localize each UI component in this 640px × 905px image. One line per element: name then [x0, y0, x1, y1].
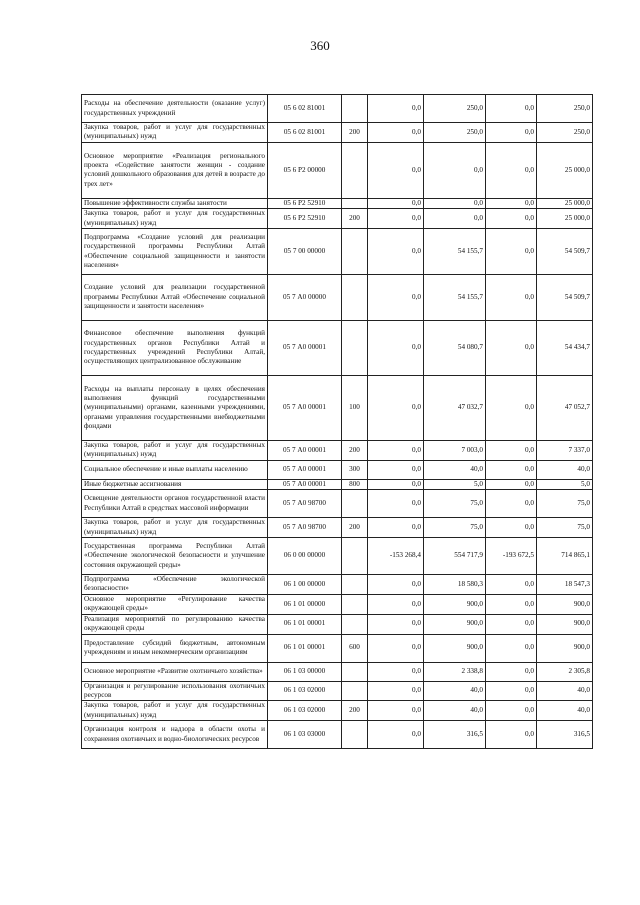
row-expense-type [342, 142, 368, 198]
row-change-2: 0,0 [486, 721, 537, 749]
row-amount-1: 40,0 [424, 701, 486, 721]
row-expense-type [342, 681, 368, 701]
row-name: Основное мероприятие «Регулирование качества окружающей среды» [82, 594, 268, 614]
table-row [82, 634, 593, 662]
row-amount-1: 900,0 [424, 634, 486, 662]
table-row [82, 479, 593, 489]
row-change-2: 0,0 [486, 681, 537, 701]
row-amount-1: 54 155,7 [424, 275, 486, 321]
row-change-1: 0,0 [368, 479, 424, 489]
table-row [82, 460, 593, 479]
row-change-1: 0,0 [368, 460, 424, 479]
row-change-1: 0,0 [368, 209, 424, 229]
row-amount-1: 900,0 [424, 594, 486, 614]
table-row [82, 209, 593, 229]
row-name: Финансовое обеспечение выполнения функций государственных органов Республики Алтай и государственных учреждений Республики Алтай, осуществляющих централизованное обслуживание [82, 321, 268, 376]
row-change-1: 0,0 [368, 198, 424, 208]
row-change-1: 0,0 [368, 662, 424, 681]
row-amount-1: 54 155,7 [424, 229, 486, 275]
row-change-2: 0,0 [486, 321, 537, 376]
row-change-1: 0,0 [368, 376, 424, 441]
table-row [82, 518, 593, 538]
row-expense-type [342, 662, 368, 681]
row-amount-1: 75,0 [424, 490, 486, 518]
row-change-1: 0,0 [368, 95, 424, 123]
row-name: Закупка товаров, работ и услуг для государственных (муниципальных) нужд [82, 441, 268, 461]
row-expense-type [342, 721, 368, 749]
row-name: Создание условий для реализации государственной программы Республики Алтай «Обеспечение социальной защищенности и занятости населения» [82, 275, 268, 321]
row-amount-1: 75,0 [424, 518, 486, 538]
page-number: 360 [310, 38, 330, 53]
row-amount-2: 47 052,7 [537, 376, 593, 441]
row-amount-2: 900,0 [537, 614, 593, 634]
row-amount-2: 54 509,7 [537, 275, 593, 321]
row-expense-type: 800 [342, 479, 368, 489]
row-change-1: 0,0 [368, 721, 424, 749]
row-amount-1: 18 580,3 [424, 575, 486, 595]
row-change-1: 0,0 [368, 229, 424, 275]
row-change-1: 0,0 [368, 575, 424, 595]
row-change-2: 0,0 [486, 275, 537, 321]
row-code: 06 0 00 00000 [268, 538, 342, 575]
row-change-2: 0,0 [486, 479, 537, 489]
row-expense-type [342, 538, 368, 575]
row-amount-1: 47 032,7 [424, 376, 486, 441]
table-row [82, 142, 593, 198]
row-name: Подпрограмма «Создание условий для реализации государственной программы Республики Алтай «Обеспечение социальной защищенности и занятости населения» [82, 229, 268, 275]
row-name: Государственная программа Республики Алтай «Обеспечение экологической безопасности и улучшение состояния окружающей среды» [82, 538, 268, 575]
row-code: 05 6 02 81001 [268, 95, 342, 123]
table-row [82, 198, 593, 208]
row-amount-2: 2 305,8 [537, 662, 593, 681]
row-amount-2: 900,0 [537, 634, 593, 662]
row-amount-2: 250,0 [537, 123, 593, 143]
row-code: 05 7 А0 00000 [268, 275, 342, 321]
row-code: 05 7 А0 98700 [268, 490, 342, 518]
row-amount-2: 250,0 [537, 95, 593, 123]
row-amount-2: 25 000,0 [537, 209, 593, 229]
row-code: 06 1 01 00001 [268, 614, 342, 634]
row-amount-2: 40,0 [537, 701, 593, 721]
row-change-2: 0,0 [486, 441, 537, 461]
row-expense-type: 200 [342, 209, 368, 229]
row-expense-type: 300 [342, 460, 368, 479]
row-change-2: 0,0 [486, 460, 537, 479]
row-change-2: 0,0 [486, 701, 537, 721]
row-amount-2: 75,0 [537, 518, 593, 538]
row-amount-1: 0,0 [424, 209, 486, 229]
row-amount-1: 54 080,7 [424, 321, 486, 376]
table-row [82, 441, 593, 461]
row-code: 06 1 03 00000 [268, 662, 342, 681]
row-change-2: 0,0 [486, 575, 537, 595]
row-name: Основное мероприятие «Развитие охотничьего хозяйства» [82, 662, 268, 681]
row-name: Освещение деятельности органов государственной власти Республики Алтай в средствах массовой информации [82, 490, 268, 518]
table-row [82, 490, 593, 518]
row-name: Повышение эффективности службы занятости [82, 198, 268, 208]
table-row [82, 681, 593, 701]
table-row [82, 123, 593, 143]
row-code: 06 1 03 03000 [268, 721, 342, 749]
row-amount-1: 40,0 [424, 460, 486, 479]
row-expense-type: 200 [342, 123, 368, 143]
row-expense-type: 200 [342, 441, 368, 461]
row-amount-1: 316,5 [424, 721, 486, 749]
row-expense-type [342, 575, 368, 595]
row-name: Организация и регулирование использования охотничьих ресурсов [82, 681, 268, 701]
row-change-1: 0,0 [368, 681, 424, 701]
row-amount-2: 18 547,3 [537, 575, 593, 595]
row-code: 05 7 А0 00001 [268, 441, 342, 461]
row-change-1: -153 268,4 [368, 538, 424, 575]
row-code: 05 7 А0 00001 [268, 460, 342, 479]
row-name: Основное мероприятие «Реализация регионального проекта «Содействие занятости женщин - создание условий дошкольного образования для детей в возрасте до трех лет» [82, 142, 268, 198]
row-change-1: 0,0 [368, 321, 424, 376]
table-row [82, 614, 593, 634]
row-amount-2: 714 865,1 [537, 538, 593, 575]
row-amount-1: 900,0 [424, 614, 486, 634]
row-amount-2: 54 434,7 [537, 321, 593, 376]
row-amount-1: 0,0 [424, 142, 486, 198]
row-name: Социальное обеспечение и иные выплаты населению [82, 460, 268, 479]
row-expense-type: 200 [342, 701, 368, 721]
row-change-1: 0,0 [368, 490, 424, 518]
row-name: Закупка товаров, работ и услуг для государственных (муниципальных) нужд [82, 701, 268, 721]
row-code: 06 1 01 00001 [268, 634, 342, 662]
row-change-2: 0,0 [486, 198, 537, 208]
row-change-2: 0,0 [486, 634, 537, 662]
budget-table [81, 94, 593, 749]
row-change-2: 0,0 [486, 614, 537, 634]
row-change-2: 0,0 [486, 142, 537, 198]
row-name: Реализация мероприятий по регулированию качества окружающей среды [82, 614, 268, 634]
row-change-2: 0,0 [486, 123, 537, 143]
table-row [82, 701, 593, 721]
row-code: 06 1 03 02000 [268, 701, 342, 721]
row-name: Закупка товаров, работ и услуг для государственных (муниципальных) нужд [82, 209, 268, 229]
row-change-2: 0,0 [486, 95, 537, 123]
table-row [82, 662, 593, 681]
table-row [82, 229, 593, 275]
row-change-2: 0,0 [486, 229, 537, 275]
row-change-1: 0,0 [368, 275, 424, 321]
row-expense-type [342, 229, 368, 275]
row-amount-1: 0,0 [424, 198, 486, 208]
row-change-2: 0,0 [486, 490, 537, 518]
table-row [82, 321, 593, 376]
row-change-1: 0,0 [368, 701, 424, 721]
row-name: Подпрограмма «Обеспечение экологической безопасности» [82, 575, 268, 595]
row-change-1: 0,0 [368, 614, 424, 634]
row-amount-2: 900,0 [537, 594, 593, 614]
row-expense-type: 600 [342, 634, 368, 662]
row-change-1: 0,0 [368, 634, 424, 662]
row-name: Закупка товаров, работ и услуг для государственных (муниципальных) нужд [82, 123, 268, 143]
table-row [82, 721, 593, 749]
row-expense-type: 200 [342, 518, 368, 538]
row-name: Расходы на обеспечение деятельности (оказание услуг) государственных учреждений [82, 95, 268, 123]
row-expense-type [342, 594, 368, 614]
row-expense-type [342, 198, 368, 208]
table-row [82, 95, 593, 123]
row-amount-2: 25 000,0 [537, 198, 593, 208]
row-change-1: 0,0 [368, 441, 424, 461]
row-amount-1: 250,0 [424, 95, 486, 123]
row-amount-2: 316,5 [537, 721, 593, 749]
row-code: 06 1 00 00000 [268, 575, 342, 595]
row-amount-2: 40,0 [537, 681, 593, 701]
row-change-1: 0,0 [368, 594, 424, 614]
row-amount-1: 554 717,9 [424, 538, 486, 575]
row-expense-type [342, 321, 368, 376]
row-change-2: 0,0 [486, 209, 537, 229]
row-amount-1: 250,0 [424, 123, 486, 143]
row-expense-type [342, 275, 368, 321]
row-amount-2: 25 000,0 [537, 142, 593, 198]
row-amount-1: 2 338,8 [424, 662, 486, 681]
row-amount-1: 5,0 [424, 479, 486, 489]
row-name: Закупка товаров, работ и услуг для государственных (муниципальных) нужд [82, 518, 268, 538]
row-code: 05 6 02 81001 [268, 123, 342, 143]
row-code: 05 7 А0 00001 [268, 479, 342, 489]
row-change-1: 0,0 [368, 518, 424, 538]
row-amount-2: 40,0 [537, 460, 593, 479]
row-name: Иные бюджетные ассигнования [82, 479, 268, 489]
row-amount-2: 54 509,7 [537, 229, 593, 275]
row-code: 05 7 А0 98700 [268, 518, 342, 538]
row-expense-type [342, 490, 368, 518]
row-name: Расходы на выплаты персоналу в целях обеспечения выполнения функций государственными (муниципальными) органами, казенными учреждениями, органами управления государственными внебюджетными фондами [82, 376, 268, 441]
row-expense-type [342, 95, 368, 123]
row-change-1: 0,0 [368, 123, 424, 143]
table-row [82, 538, 593, 575]
row-change-2: 0,0 [486, 594, 537, 614]
row-code: 06 1 03 02000 [268, 681, 342, 701]
row-expense-type: 100 [342, 376, 368, 441]
table-row [82, 575, 593, 595]
row-expense-type [342, 614, 368, 634]
row-amount-2: 5,0 [537, 479, 593, 489]
table-row [82, 594, 593, 614]
table-row [82, 376, 593, 441]
row-change-2: 0,0 [486, 662, 537, 681]
row-amount-1: 40,0 [424, 681, 486, 701]
row-name: Предоставление субсидий бюджетным, автономным учреждениям и иным некоммерческим организациям [82, 634, 268, 662]
row-code: 05 6 P2 52910 [268, 209, 342, 229]
row-change-1: 0,0 [368, 142, 424, 198]
row-code: 05 7 А0 00001 [268, 376, 342, 441]
row-amount-2: 75,0 [537, 490, 593, 518]
row-change-2: -193 672,5 [486, 538, 537, 575]
row-code: 05 6 P2 00000 [268, 142, 342, 198]
table-row [82, 275, 593, 321]
row-code: 05 7 00 00000 [268, 229, 342, 275]
row-change-2: 0,0 [486, 376, 537, 441]
row-amount-2: 7 337,0 [537, 441, 593, 461]
row-code: 06 1 01 00000 [268, 594, 342, 614]
row-code: 05 7 А0 00001 [268, 321, 342, 376]
row-name: Организация контроля и надзора в области охоты и сохранения охотничьих и водно-биологических ресурсов [82, 721, 268, 749]
row-code: 05 6 P2 52910 [268, 198, 342, 208]
row-change-2: 0,0 [486, 518, 537, 538]
row-amount-1: 7 003,0 [424, 441, 486, 461]
